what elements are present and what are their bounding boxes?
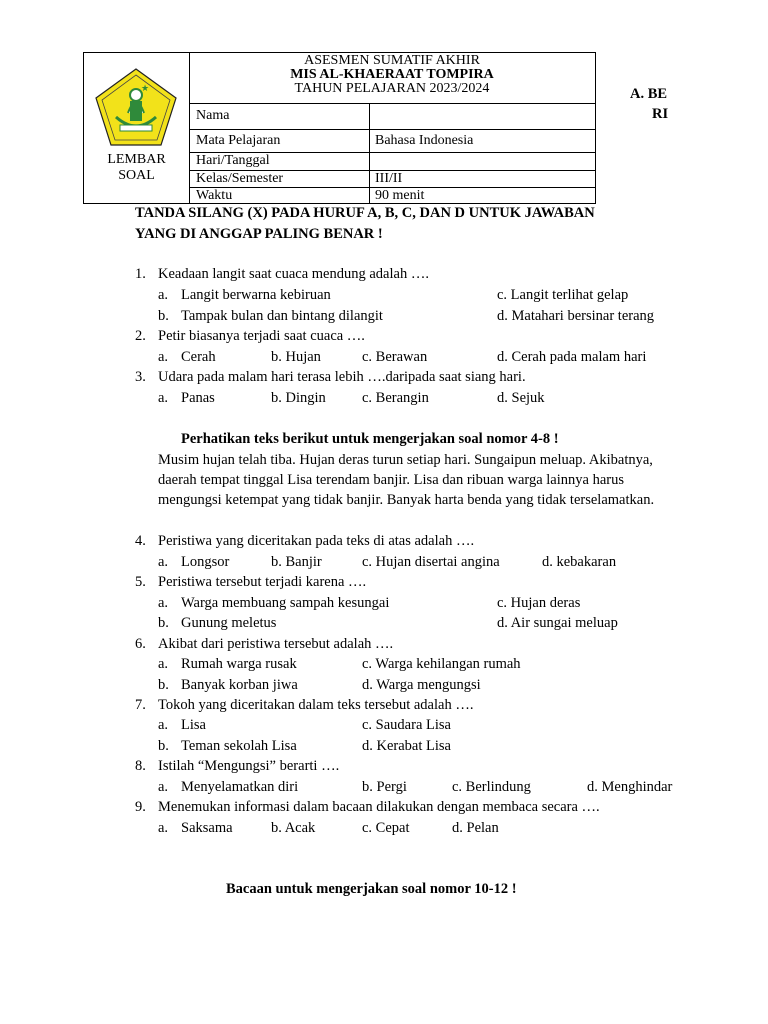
side-heading-1: A. BE — [630, 86, 668, 102]
option: d. Menghindar — [587, 779, 673, 795]
instruction-line-2: YANG DI ANGGAP PALING BENAR ! — [135, 226, 383, 242]
option: c. Langit terlihat gelap — [497, 287, 629, 303]
field-value-kelas: III/II — [375, 171, 403, 186]
option: b. Hujan — [271, 349, 321, 365]
section-heading: Bacaan untuk mengerjakan soal nomor 10-12 ! — [226, 881, 517, 897]
option: d. kebakaran — [542, 554, 617, 570]
option: c. Saudara Lisa — [362, 717, 451, 733]
option: Menyelamatkan diri — [181, 779, 299, 795]
question-text: Akibat dari peristiwa tersebut adalah …. — [158, 636, 394, 652]
option: d. Kerabat Lisa — [362, 738, 451, 754]
question-text: Petir biasanya terjadi saat cuaca …. — [158, 328, 365, 344]
option: b. Dingin — [271, 390, 326, 406]
question-text: Menemukan informasi dalam bacaan dilakukan dengan membaca secara …. — [158, 799, 600, 815]
option: d. Air sungai meluap — [497, 615, 618, 631]
option: Lisa — [181, 717, 206, 733]
passage-line: Musim hujan telah tiba. Hujan deras turun setiap hari. Sungaipun meluap. Akibatnya, — [158, 452, 653, 468]
option: Gunung meletus — [181, 615, 277, 631]
option: c. Warga kehilangan rumah — [362, 656, 521, 672]
option: d. Sejuk — [497, 390, 545, 406]
option: c. Cepat — [362, 820, 410, 836]
field-value-mapel: Bahasa Indonesia — [375, 133, 474, 148]
question-number: 9. — [135, 799, 146, 815]
option: c. Hujan deras — [497, 595, 581, 611]
option: c. Hujan disertai angina — [362, 554, 500, 570]
question-number: 1. — [135, 266, 146, 282]
option: b. Acak — [271, 820, 316, 836]
option: d. Warga mengungsi — [362, 677, 481, 693]
option: Banyak korban jiwa — [181, 677, 298, 693]
field-label-waktu: Waktu — [196, 188, 233, 203]
option: Rumah warga rusak — [181, 656, 297, 672]
question-number: 6. — [135, 636, 146, 652]
question-text: Tokoh yang diceritakan dalam teks tersebut adalah …. — [158, 697, 474, 713]
option: c. Berawan — [362, 349, 428, 365]
lembar-label: LEMBAR SOAL — [107, 152, 166, 183]
option: b. Pergi — [362, 779, 407, 795]
option: Panas — [181, 390, 215, 406]
svg-text:★: ★ — [141, 84, 150, 94]
option: c. Berlindung — [452, 779, 531, 795]
question-number: 2. — [135, 328, 146, 344]
question-text: Peristiwa yang diceritakan pada teks di atas adalah …. — [158, 533, 475, 549]
field-label-kelas: Kelas/Semester — [196, 171, 284, 186]
question-text: Udara pada malam hari terasa lebih ….daripada saat siang hari. — [158, 369, 526, 385]
question-number: 8. — [135, 758, 146, 774]
question-text: Keadaan langit saat cuaca mendung adalah …. — [158, 266, 429, 282]
question-number: 5. — [135, 574, 146, 590]
exam-title: ASESMEN SUMATIF AKHIR MIS AL-KHAERAAT TOMPIRA TAHUN PELAJARAN 2023/2024 — [290, 53, 494, 96]
passage-line: daerah tempat tinggal Lisa terendam banjir. Lisa dan ribuan warga lainnya harus — [158, 472, 624, 488]
passage-line: mengungsi ketempat yang tidak banjir. Banyak harta benda yang tidak terselamatkan. — [158, 492, 655, 508]
field-value-waktu: 90 menit — [375, 188, 425, 203]
side-heading-2: RI — [652, 106, 669, 122]
option: Teman sekolah Lisa — [181, 738, 297, 754]
option: Longsor — [181, 554, 230, 570]
question-text: Peristiwa tersebut terjadi karena …. — [158, 574, 367, 590]
option: c. Berangin — [362, 390, 429, 406]
question-text: Istilah “Mengungsi” berarti …. — [158, 758, 340, 774]
question-number: 3. — [135, 369, 146, 385]
question-number: 7. — [135, 697, 146, 713]
instruction-line-1: TANDA SILANG (X) PADA HURUF A, B, C, DAN D UNTUK JAWABAN — [135, 205, 595, 221]
field-label-nama: Nama — [196, 108, 230, 123]
option: Cerah — [181, 349, 216, 365]
option: b. Banjir — [271, 554, 322, 570]
passage-heading: Perhatikan teks berikut untuk mengerjakan soal nomor 4-8 ! — [181, 431, 559, 447]
option: d. Cerah pada malam hari — [497, 349, 647, 365]
header-table — [83, 52, 596, 204]
field-label-mapel: Mata Pelajaran — [196, 133, 281, 148]
field-label-tanggal: Hari/Tanggal — [196, 153, 270, 168]
question-number: 4. — [135, 533, 146, 549]
option: d. Pelan — [452, 820, 499, 836]
option: Tampak bulan dan bintang dilangit — [181, 308, 383, 324]
option: Langit berwarna kebiruan — [181, 287, 331, 303]
school-logo — [94, 67, 178, 147]
option: d. Matahari bersinar terang — [497, 308, 655, 324]
option: Saksama — [181, 820, 233, 836]
option: Warga membuang sampah kesungai — [181, 595, 390, 611]
